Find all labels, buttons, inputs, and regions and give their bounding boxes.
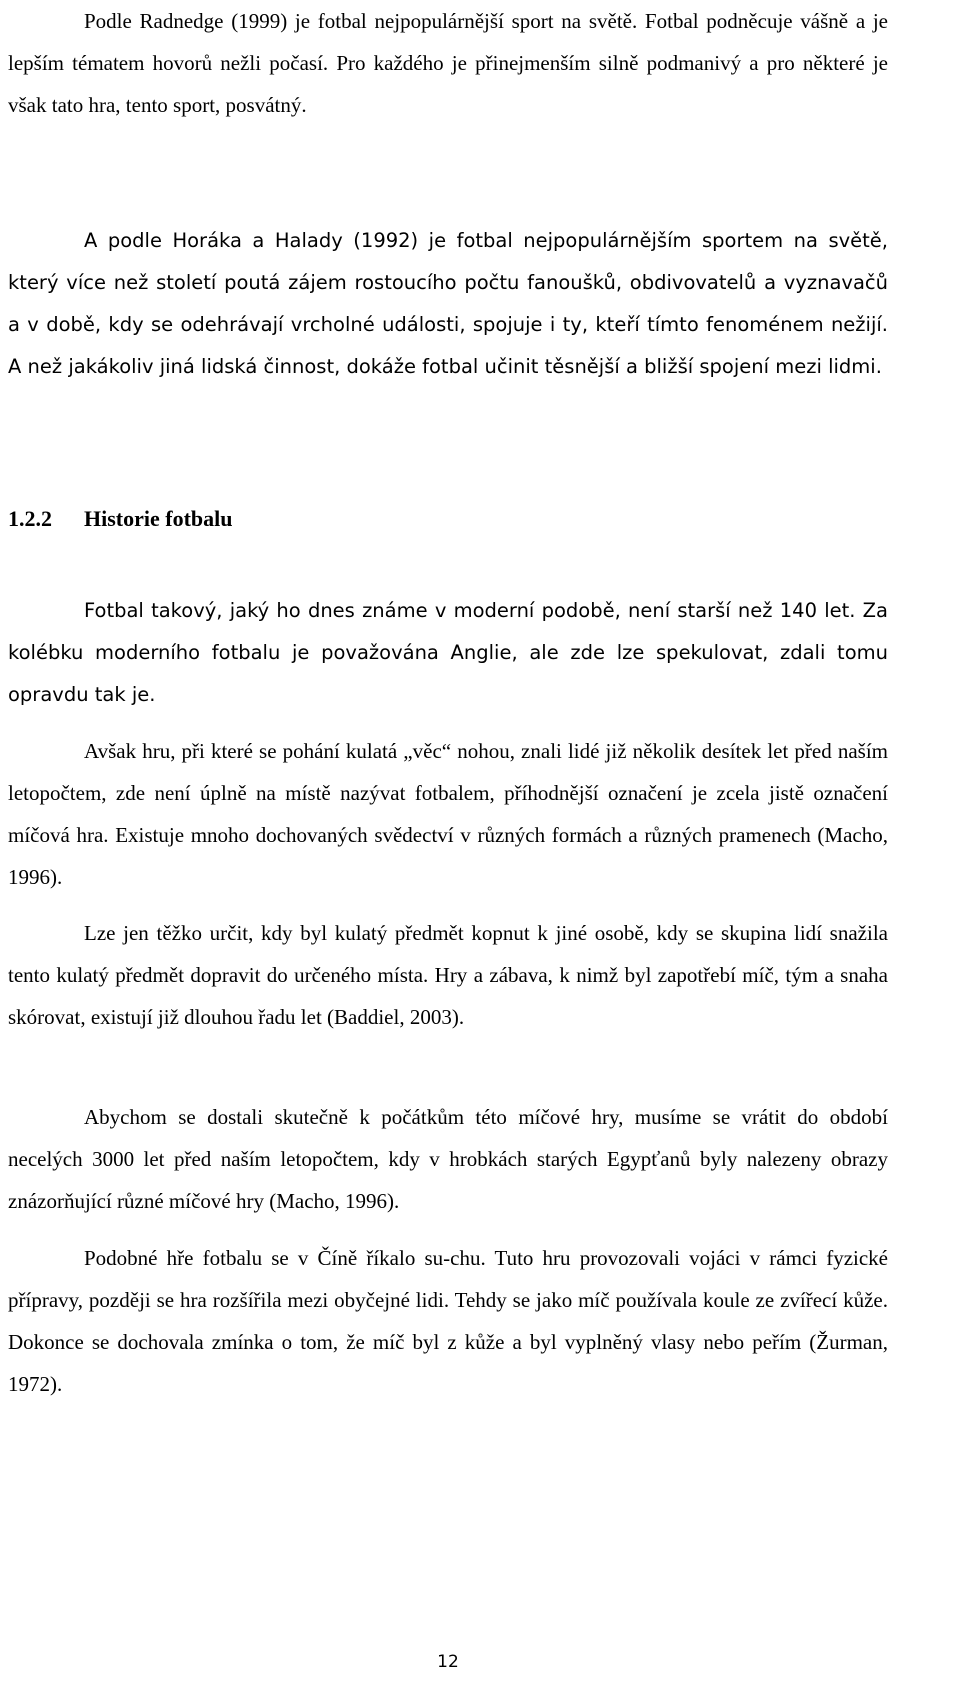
paragraph-horak-halada: A podle Horáka a Halady (1992) je fotbal nejpopulárnějším sportem na světě, který více než století poutá zájem rostoucího počtu fanoušků, obdivovatelů a vyznavačů a v době, kdy se odehrávají vrcholné události, spojuje i ty, kteří tímto fenoménem nežijí. A než jakákoliv jiná lidská činnost, dokáže fotbal učinit těsnější a bližší spojení mezi lidmi. [8,229,888,378]
paragraph-modern-football: Fotbal takový, jaký ho dnes známe v moderní podobě, není starší než 140 let. Za kolébku moderního fotbalu je považována Anglie, ale zde lze spekulovat, zdali tomu opravdu tak je. [8,599,888,706]
paragraph-china: Podobné hře fotbalu se v Číně říkalo su-chu. Tuto hru provozovali vojáci v rámci fyzické přípravy, později se hra rozšířila mezi obyčejné lidi. Tehdy se jako míč používala koule ze zvířecí kůže. Dokonce se dochovala zmínka o tom, že míč byl z kůže a byl vyplněný vlasy nebo peřím (Žurman, 1972). [8,1246,888,1396]
paragraph-egypt: Abychom se dostali skutečně k počátkům této míčové hry, musíme se vrátit do období necelých 3000 let před naším letopočtem, kdy v hrobkách starých Egypťanů byly nalezeny obrazy znázorňující různé míčové hry (Macho, 1996). [8,1105,888,1213]
paragraph-origins: Lze jen těžko určit, kdy byl kulatý předmět kopnut k jiné osobě, kdy se skupina lidí snažila tento kulatý předmět dopravit do určeného místa. Hry a zábava, k nimž byl zapotřebí míč, tým a snaha skórovat, existují již dlouhou řadu let (Baddiel, 2003). [8,921,888,1029]
paragraph-radnedge: Podle Radnedge (1999) je fotbal nejpopulárnější sport na světě. Fotbal podněcuje vášně a je lepším tématem hovorů nežli počasí. Pro každého je přinejmenším silně podmanivý a pro některé je však tato hra, tento sport, posvátný. [8,9,888,117]
section-title: Historie fotbalu [84,506,233,531]
section-number: 1.2.2 [8,506,52,531]
paragraph-ball-game: Avšak hru, při které se pohání kulatá „věc“ nohou, znali lidé již několik desítek let před naším letopočtem, zde není úplně na místě nazývat fotbalem, příhodnější označení je zcela jistě označení míčová hra. Existuje mnoho dochovaných svědectví v různých formách a různých pramenech (Macho, 1996). [8,739,888,889]
page-number: 12 [437,1652,459,1672]
section-heading [8,498,233,540]
